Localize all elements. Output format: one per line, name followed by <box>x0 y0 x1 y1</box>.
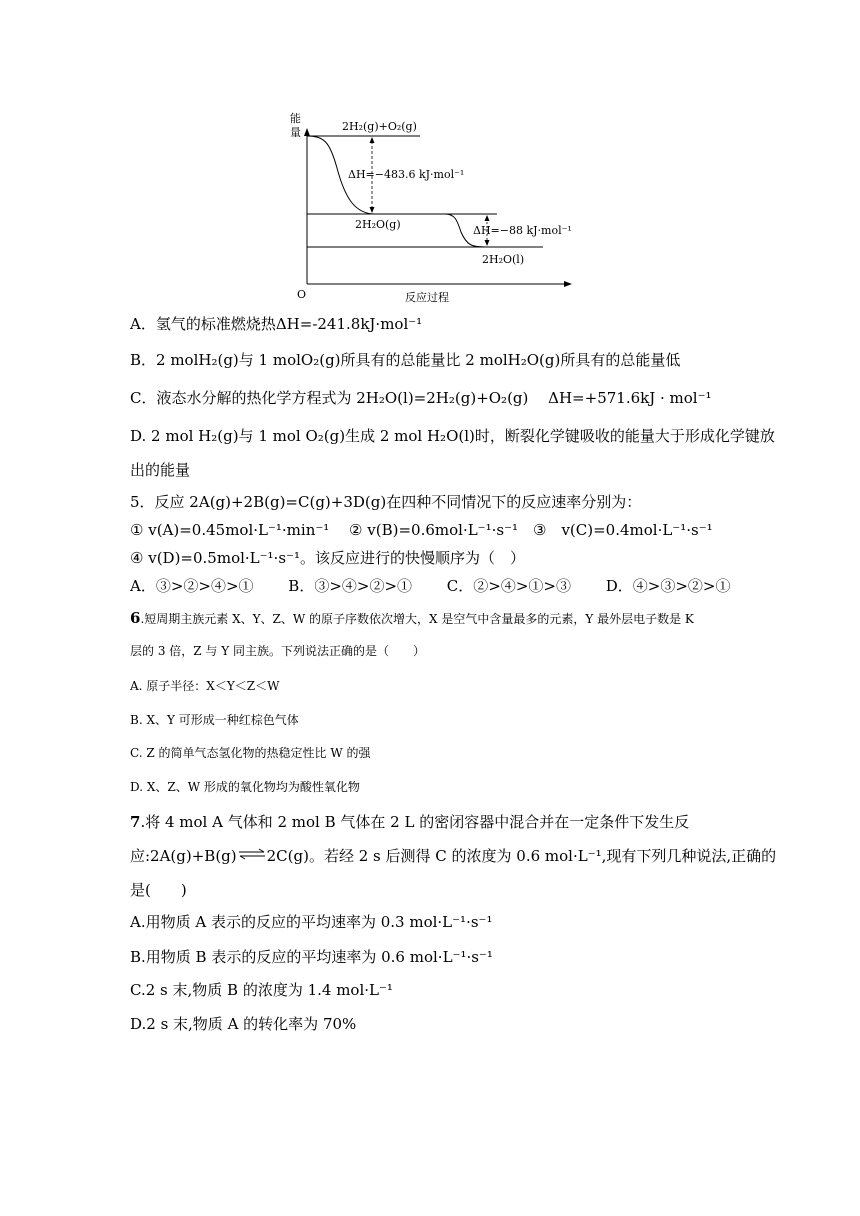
q6-option-b: B. X、Y 可形成一种红棕色气体 <box>130 713 299 727</box>
q5-rates-2: ④ v(D)=0.5mol·L⁻¹·s⁻¹。该反应进行的快慢顺序为（ ） <box>130 549 525 567</box>
y-axis-label: 量 <box>290 126 301 139</box>
origin-label: O <box>297 288 307 301</box>
dh2-arrowhead <box>485 240 490 246</box>
q7-equation-left: 应:2A(g)+B(g) <box>130 847 237 865</box>
equilibrium-arrow-icon <box>238 848 266 860</box>
y-axis-label: 能 <box>290 112 301 125</box>
q6-stem-text: .短周期主族元素 X、Y、Z、W 的原子序数依次增大，X 是空气中含量最多的元素，Y 最外层电子数是 K <box>140 612 694 626</box>
y-axis-arrow <box>304 128 310 136</box>
q4-option-d-cont: 出的能量 <box>130 461 191 479</box>
dh1-label: ΔH=−483.6 kJ·mol⁻¹ <box>348 168 465 181</box>
level-low-label: 2H₂O(l) <box>482 253 525 266</box>
q6-option-c: C. Z 的简单气态氢化物的热稳定性比 W 的强 <box>130 746 371 760</box>
x-axis-label: 反应过程 <box>405 291 449 304</box>
q7-option-a: A.用物质 A 表示的反应的平均速率为 0.3 mol·L⁻¹·s⁻¹ <box>130 913 493 931</box>
q6-stem <box>130 608 694 629</box>
q7-option-b: B.用物质 B 表示的反应的平均速率为 0.6 mol·L⁻¹·s⁻¹ <box>130 948 493 966</box>
x-axis-arrow <box>564 281 572 287</box>
energy-diagram <box>285 108 585 308</box>
q7-stem-end: 是( ) <box>130 881 187 899</box>
dh1-arrowhead <box>370 207 375 213</box>
q4-option-c: C．液态水分解的热化学方程式为 2H₂O(l)=2H₂(g)+O₂(g) ΔH=+571.6kJ · mol⁻¹ <box>130 389 712 407</box>
q4-option-a: A．氢气的标准燃烧热ΔH=-241.8kJ·mol⁻¹ <box>130 315 423 333</box>
q6-option-d: D. X、Z、W 形成的氧化物均为酸性氧化物 <box>130 780 360 794</box>
q6-stem-cont: 层的 3 倍，Z 与 Y 同主族。下列说法正确的是（ ） <box>130 644 425 658</box>
q4-option-d: D. 2 mol H₂(g)与 1 mol O₂(g)生成 2 mol H₂O(l)时，断裂化学键吸收的能量大于形成化学键放 <box>130 427 775 445</box>
q7-stem-text: .将 4 mol A 气体和 2 mol B 气体在 2 L 的密闭容器中混合并在一定条件下发生反 <box>140 813 690 831</box>
q7-option-c: C.2 s 末,物质 B 的浓度为 1.4 mol·L⁻¹ <box>130 981 393 999</box>
q4-option-b: B．2 molH₂(g)与 1 molO₂(g)所具有的总能量比 2 molH₂O(g)所具有的总能量低 <box>130 351 681 369</box>
q7-stem-cont <box>130 846 776 866</box>
q5-options: A．③>②>④>① B．③>④>②>① C．②>④>①>③ D．④>③>②>① <box>130 577 731 595</box>
dh2-arrowhead <box>485 215 490 221</box>
q5-stem: 5．反应 2A(g)+2B(g)=C(g)+3D(g)在四种不同情况下的反应速率分别为： <box>130 493 642 511</box>
q6-option-a: A. 原子半径：X＜Y＜Z＜W <box>130 679 280 693</box>
q7-stem <box>130 812 689 832</box>
q7-equation-right: 2C(g)。若经 2 s 后测得 C 的浓度为 0.6 mol·L⁻¹,现有下列几种说法,正确的 <box>266 847 777 865</box>
dh1-arrowhead <box>370 137 375 143</box>
q6-number: 6 <box>130 609 141 627</box>
level-mid-label: 2H₂O(g) <box>355 218 401 231</box>
q5-rates-1: ① v(A)=0.45mol·L⁻¹·min⁻¹ ② v(B)=0.6mol·L⁻¹·s⁻¹ ③ v(C)=0.4mol·L⁻¹·s⁻¹ <box>130 521 713 539</box>
q7-number: 7 <box>130 813 141 831</box>
q7-option-d: D.2 s 末,物质 A 的转化率为 70% <box>130 1015 357 1033</box>
dh2-label: ΔH=−88 kJ·mol⁻¹ <box>473 224 572 237</box>
level-top-label: 2H₂(g)+O₂(g) <box>342 120 417 133</box>
